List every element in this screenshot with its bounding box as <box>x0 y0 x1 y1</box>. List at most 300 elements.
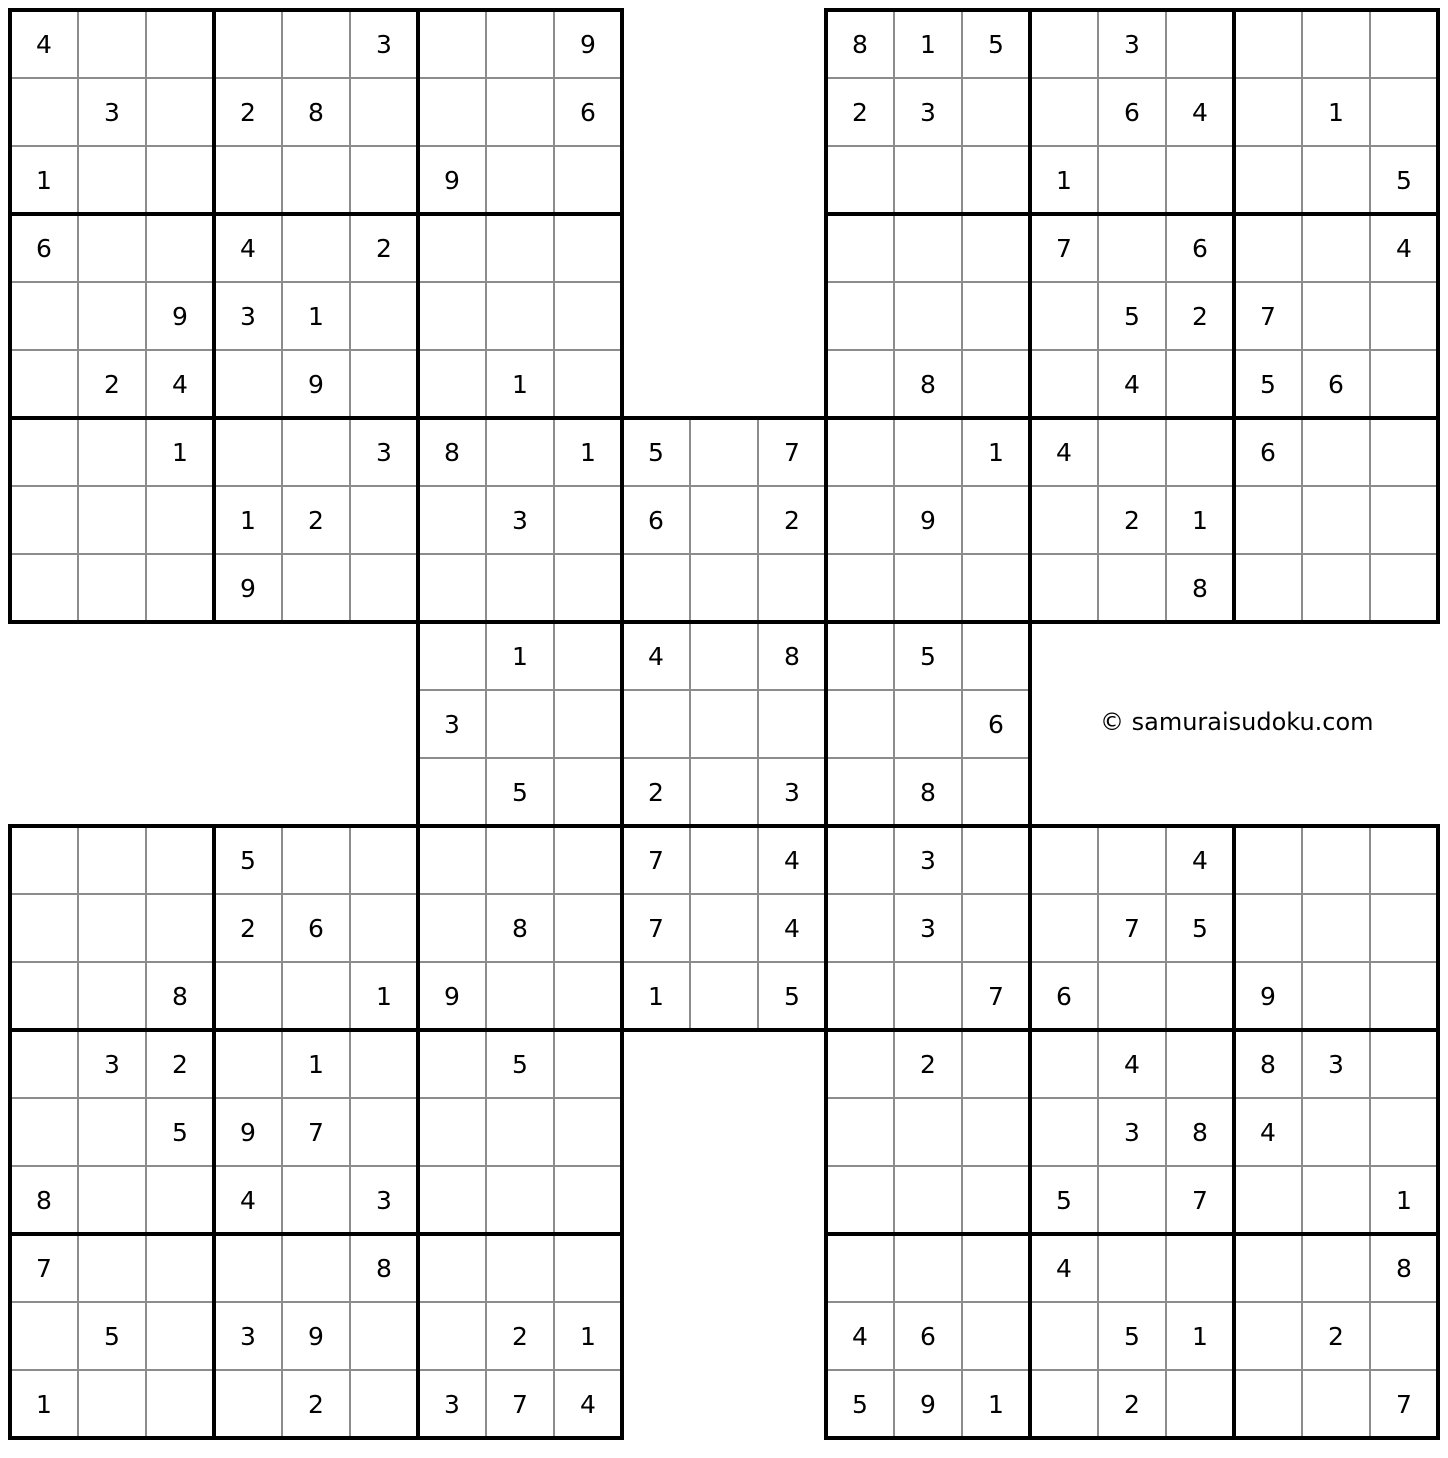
cell-r8-c4[interactable]: 1 <box>214 486 282 554</box>
cell-r9-c16[interactable] <box>1030 554 1098 622</box>
cell-r14-c3[interactable] <box>146 894 214 962</box>
cell-r16-c19[interactable]: 8 <box>1234 1030 1302 1098</box>
cell-r15-c20[interactable] <box>1302 962 1370 1030</box>
cell-r3-c9[interactable] <box>554 146 622 214</box>
cell-r6-c3[interactable]: 4 <box>146 350 214 418</box>
cell-r8-c5[interactable]: 2 <box>282 486 350 554</box>
cell-r3-c16[interactable]: 1 <box>1030 146 1098 214</box>
cell-r14-c5[interactable]: 6 <box>282 894 350 962</box>
cell-r2-c7[interactable] <box>418 78 486 146</box>
cell-r9-c14[interactable] <box>894 554 962 622</box>
cell-r5-c13[interactable] <box>826 282 894 350</box>
cell-r11-c9[interactable] <box>554 690 622 758</box>
cell-r8-c1[interactable] <box>10 486 78 554</box>
cell-r16-c5[interactable]: 1 <box>282 1030 350 1098</box>
cell-r17-c2[interactable] <box>78 1098 146 1166</box>
cell-r10-c7[interactable] <box>418 622 486 690</box>
cell-r8-c14[interactable]: 9 <box>894 486 962 554</box>
cell-r18-c4[interactable]: 4 <box>214 1166 282 1234</box>
cell-r7-c7[interactable]: 8 <box>418 418 486 486</box>
cell-r20-c3[interactable] <box>146 1302 214 1370</box>
cell-r7-c8[interactable] <box>486 418 554 486</box>
cell-r17-c18[interactable]: 8 <box>1166 1098 1234 1166</box>
cell-r7-c11[interactable] <box>690 418 758 486</box>
cell-r8-c7[interactable] <box>418 486 486 554</box>
cell-r20-c2[interactable]: 5 <box>78 1302 146 1370</box>
cell-r5-c2[interactable] <box>78 282 146 350</box>
cell-r16-c2[interactable]: 3 <box>78 1030 146 1098</box>
cell-r18-c1[interactable]: 8 <box>10 1166 78 1234</box>
cell-r7-c19[interactable]: 6 <box>1234 418 1302 486</box>
cell-r20-c13[interactable]: 4 <box>826 1302 894 1370</box>
cell-r6-c7[interactable] <box>418 350 486 418</box>
cell-r9-c3[interactable] <box>146 554 214 622</box>
cell-r10-c9[interactable] <box>554 622 622 690</box>
cell-r1-c20[interactable] <box>1302 10 1370 78</box>
cell-r3-c19[interactable] <box>1234 146 1302 214</box>
cell-r1-c7[interactable] <box>418 10 486 78</box>
cell-r13-c16[interactable] <box>1030 826 1098 894</box>
cell-r7-c9[interactable]: 1 <box>554 418 622 486</box>
cell-r13-c13[interactable] <box>826 826 894 894</box>
cell-r17-c8[interactable] <box>486 1098 554 1166</box>
cell-r16-c1[interactable] <box>10 1030 78 1098</box>
cell-r15-c14[interactable] <box>894 962 962 1030</box>
cell-r6-c6[interactable] <box>350 350 418 418</box>
cell-r18-c16[interactable]: 5 <box>1030 1166 1098 1234</box>
cell-r3-c18[interactable] <box>1166 146 1234 214</box>
cell-r18-c2[interactable] <box>78 1166 146 1234</box>
cell-r15-c2[interactable] <box>78 962 146 1030</box>
cell-r8-c9[interactable] <box>554 486 622 554</box>
cell-r5-c14[interactable] <box>894 282 962 350</box>
cell-r1-c21[interactable] <box>1370 10 1438 78</box>
cell-r19-c3[interactable] <box>146 1234 214 1302</box>
cell-r6-c20[interactable]: 6 <box>1302 350 1370 418</box>
cell-r10-c14[interactable]: 5 <box>894 622 962 690</box>
cell-r7-c20[interactable] <box>1302 418 1370 486</box>
cell-r1-c16[interactable] <box>1030 10 1098 78</box>
cell-r11-c11[interactable] <box>690 690 758 758</box>
cell-r18-c3[interactable] <box>146 1166 214 1234</box>
cell-r5-c21[interactable] <box>1370 282 1438 350</box>
cell-r5-c19[interactable]: 7 <box>1234 282 1302 350</box>
cell-r8-c17[interactable]: 2 <box>1098 486 1166 554</box>
cell-r6-c5[interactable]: 9 <box>282 350 350 418</box>
cell-r9-c9[interactable] <box>554 554 622 622</box>
cell-r6-c19[interactable]: 5 <box>1234 350 1302 418</box>
cell-r3-c8[interactable] <box>486 146 554 214</box>
cell-r15-c13[interactable] <box>826 962 894 1030</box>
cell-r11-c15[interactable]: 6 <box>962 690 1030 758</box>
cell-r9-c11[interactable] <box>690 554 758 622</box>
cell-r2-c2[interactable]: 3 <box>78 78 146 146</box>
cell-r5-c18[interactable]: 2 <box>1166 282 1234 350</box>
cell-r20-c4[interactable]: 3 <box>214 1302 282 1370</box>
cell-r4-c16[interactable]: 7 <box>1030 214 1098 282</box>
cell-r3-c17[interactable] <box>1098 146 1166 214</box>
cell-r18-c5[interactable] <box>282 1166 350 1234</box>
cell-r13-c2[interactable] <box>78 826 146 894</box>
cell-r13-c9[interactable] <box>554 826 622 894</box>
cell-r9-c8[interactable] <box>486 554 554 622</box>
cell-r21-c2[interactable] <box>78 1370 146 1438</box>
cell-r18-c18[interactable]: 7 <box>1166 1166 1234 1234</box>
cell-r21-c18[interactable] <box>1166 1370 1234 1438</box>
cell-r3-c4[interactable] <box>214 146 282 214</box>
cell-r7-c3[interactable]: 1 <box>146 418 214 486</box>
cell-r11-c14[interactable] <box>894 690 962 758</box>
cell-r2-c19[interactable] <box>1234 78 1302 146</box>
cell-r15-c12[interactable]: 5 <box>758 962 826 1030</box>
cell-r19-c13[interactable] <box>826 1234 894 1302</box>
cell-r18-c9[interactable] <box>554 1166 622 1234</box>
cell-r10-c11[interactable] <box>690 622 758 690</box>
cell-r17-c1[interactable] <box>10 1098 78 1166</box>
cell-r1-c19[interactable] <box>1234 10 1302 78</box>
cell-r10-c8[interactable]: 1 <box>486 622 554 690</box>
cell-r21-c4[interactable] <box>214 1370 282 1438</box>
cell-r8-c21[interactable] <box>1370 486 1438 554</box>
cell-r15-c6[interactable]: 1 <box>350 962 418 1030</box>
cell-r11-c10[interactable] <box>622 690 690 758</box>
cell-r4-c18[interactable]: 6 <box>1166 214 1234 282</box>
cell-r15-c21[interactable] <box>1370 962 1438 1030</box>
cell-r20-c17[interactable]: 5 <box>1098 1302 1166 1370</box>
cell-r9-c6[interactable] <box>350 554 418 622</box>
cell-r15-c4[interactable] <box>214 962 282 1030</box>
cell-r12-c7[interactable] <box>418 758 486 826</box>
cell-r12-c13[interactable] <box>826 758 894 826</box>
cell-r18-c21[interactable]: 1 <box>1370 1166 1438 1234</box>
cell-r19-c20[interactable] <box>1302 1234 1370 1302</box>
cell-r16-c13[interactable] <box>826 1030 894 1098</box>
cell-r4-c13[interactable] <box>826 214 894 282</box>
cell-r6-c8[interactable]: 1 <box>486 350 554 418</box>
cell-r5-c6[interactable] <box>350 282 418 350</box>
cell-r3-c13[interactable] <box>826 146 894 214</box>
cell-r13-c6[interactable] <box>350 826 418 894</box>
cell-r7-c12[interactable]: 7 <box>758 418 826 486</box>
cell-r17-c20[interactable] <box>1302 1098 1370 1166</box>
cell-r3-c3[interactable] <box>146 146 214 214</box>
cell-r13-c11[interactable] <box>690 826 758 894</box>
cell-r1-c2[interactable] <box>78 10 146 78</box>
cell-r16-c3[interactable]: 2 <box>146 1030 214 1098</box>
cell-r14-c15[interactable] <box>962 894 1030 962</box>
cell-r17-c21[interactable] <box>1370 1098 1438 1166</box>
cell-r13-c10[interactable]: 7 <box>622 826 690 894</box>
cell-r1-c4[interactable] <box>214 10 282 78</box>
cell-r1-c6[interactable]: 3 <box>350 10 418 78</box>
cell-r19-c7[interactable] <box>418 1234 486 1302</box>
cell-r21-c17[interactable]: 2 <box>1098 1370 1166 1438</box>
cell-r7-c4[interactable] <box>214 418 282 486</box>
cell-r12-c15[interactable] <box>962 758 1030 826</box>
cell-r13-c4[interactable]: 5 <box>214 826 282 894</box>
cell-r16-c4[interactable] <box>214 1030 282 1098</box>
cell-r8-c20[interactable] <box>1302 486 1370 554</box>
cell-r9-c17[interactable] <box>1098 554 1166 622</box>
cell-r18-c19[interactable] <box>1234 1166 1302 1234</box>
cell-r9-c1[interactable] <box>10 554 78 622</box>
cell-r6-c1[interactable] <box>10 350 78 418</box>
cell-r14-c12[interactable]: 4 <box>758 894 826 962</box>
cell-r17-c17[interactable]: 3 <box>1098 1098 1166 1166</box>
cell-r13-c7[interactable] <box>418 826 486 894</box>
cell-r15-c16[interactable]: 6 <box>1030 962 1098 1030</box>
cell-r5-c7[interactable] <box>418 282 486 350</box>
cell-r18-c7[interactable] <box>418 1166 486 1234</box>
cell-r16-c14[interactable]: 2 <box>894 1030 962 1098</box>
cell-r4-c6[interactable]: 2 <box>350 214 418 282</box>
cell-r21-c6[interactable] <box>350 1370 418 1438</box>
cell-r2-c21[interactable] <box>1370 78 1438 146</box>
cell-r21-c7[interactable]: 3 <box>418 1370 486 1438</box>
cell-r1-c9[interactable]: 9 <box>554 10 622 78</box>
cell-r9-c10[interactable] <box>622 554 690 622</box>
cell-r17-c3[interactable]: 5 <box>146 1098 214 1166</box>
cell-r17-c14[interactable] <box>894 1098 962 1166</box>
cell-r13-c1[interactable] <box>10 826 78 894</box>
cell-r5-c1[interactable] <box>10 282 78 350</box>
cell-r2-c15[interactable] <box>962 78 1030 146</box>
cell-r13-c17[interactable] <box>1098 826 1166 894</box>
cell-r2-c16[interactable] <box>1030 78 1098 146</box>
cell-r12-c11[interactable] <box>690 758 758 826</box>
cell-r5-c20[interactable] <box>1302 282 1370 350</box>
cell-r5-c4[interactable]: 3 <box>214 282 282 350</box>
cell-r14-c21[interactable] <box>1370 894 1438 962</box>
cell-r20-c18[interactable]: 1 <box>1166 1302 1234 1370</box>
cell-r14-c10[interactable]: 7 <box>622 894 690 962</box>
cell-r8-c13[interactable] <box>826 486 894 554</box>
cell-r5-c5[interactable]: 1 <box>282 282 350 350</box>
cell-r4-c7[interactable] <box>418 214 486 282</box>
cell-r3-c14[interactable] <box>894 146 962 214</box>
cell-r6-c15[interactable] <box>962 350 1030 418</box>
cell-r9-c5[interactable] <box>282 554 350 622</box>
cell-r2-c5[interactable]: 8 <box>282 78 350 146</box>
cell-r4-c4[interactable]: 4 <box>214 214 282 282</box>
cell-r15-c15[interactable]: 7 <box>962 962 1030 1030</box>
cell-r4-c2[interactable] <box>78 214 146 282</box>
cell-r16-c8[interactable]: 5 <box>486 1030 554 1098</box>
cell-r16-c7[interactable] <box>418 1030 486 1098</box>
cell-r9-c2[interactable] <box>78 554 146 622</box>
cell-r2-c4[interactable]: 2 <box>214 78 282 146</box>
cell-r6-c14[interactable]: 8 <box>894 350 962 418</box>
cell-r8-c6[interactable] <box>350 486 418 554</box>
cell-r17-c13[interactable] <box>826 1098 894 1166</box>
cell-r20-c6[interactable] <box>350 1302 418 1370</box>
cell-r8-c10[interactable]: 6 <box>622 486 690 554</box>
cell-r14-c1[interactable] <box>10 894 78 962</box>
cell-r21-c1[interactable]: 1 <box>10 1370 78 1438</box>
cell-r15-c18[interactable] <box>1166 962 1234 1030</box>
cell-r13-c3[interactable] <box>146 826 214 894</box>
cell-r19-c4[interactable] <box>214 1234 282 1302</box>
cell-r15-c1[interactable] <box>10 962 78 1030</box>
cell-r7-c17[interactable] <box>1098 418 1166 486</box>
cell-r5-c9[interactable] <box>554 282 622 350</box>
cell-r18-c14[interactable] <box>894 1166 962 1234</box>
cell-r6-c13[interactable] <box>826 350 894 418</box>
cell-r19-c6[interactable]: 8 <box>350 1234 418 1302</box>
cell-r21-c8[interactable]: 7 <box>486 1370 554 1438</box>
cell-r20-c9[interactable]: 1 <box>554 1302 622 1370</box>
cell-r10-c13[interactable] <box>826 622 894 690</box>
cell-r13-c14[interactable]: 3 <box>894 826 962 894</box>
cell-r2-c14[interactable]: 3 <box>894 78 962 146</box>
cell-r7-c1[interactable] <box>10 418 78 486</box>
cell-r17-c9[interactable] <box>554 1098 622 1166</box>
cell-r21-c3[interactable] <box>146 1370 214 1438</box>
cell-r14-c17[interactable]: 7 <box>1098 894 1166 962</box>
cell-r9-c13[interactable] <box>826 554 894 622</box>
cell-r20-c5[interactable]: 9 <box>282 1302 350 1370</box>
cell-r13-c8[interactable] <box>486 826 554 894</box>
cell-r12-c14[interactable]: 8 <box>894 758 962 826</box>
cell-r19-c16[interactable]: 4 <box>1030 1234 1098 1302</box>
cell-r21-c9[interactable]: 4 <box>554 1370 622 1438</box>
cell-r10-c12[interactable]: 8 <box>758 622 826 690</box>
cell-r9-c19[interactable] <box>1234 554 1302 622</box>
cell-r21-c16[interactable] <box>1030 1370 1098 1438</box>
cell-r13-c20[interactable] <box>1302 826 1370 894</box>
cell-r8-c12[interactable]: 2 <box>758 486 826 554</box>
cell-r15-c9[interactable] <box>554 962 622 1030</box>
cell-r11-c12[interactable] <box>758 690 826 758</box>
cell-r13-c12[interactable]: 4 <box>758 826 826 894</box>
cell-r13-c5[interactable] <box>282 826 350 894</box>
cell-r1-c17[interactable]: 3 <box>1098 10 1166 78</box>
cell-r21-c21[interactable]: 7 <box>1370 1370 1438 1438</box>
cell-r4-c15[interactable] <box>962 214 1030 282</box>
cell-r8-c16[interactable] <box>1030 486 1098 554</box>
cell-r12-c10[interactable]: 2 <box>622 758 690 826</box>
cell-r3-c6[interactable] <box>350 146 418 214</box>
cell-r19-c9[interactable] <box>554 1234 622 1302</box>
cell-r4-c1[interactable]: 6 <box>10 214 78 282</box>
cell-r7-c6[interactable]: 3 <box>350 418 418 486</box>
cell-r2-c20[interactable]: 1 <box>1302 78 1370 146</box>
cell-r20-c7[interactable] <box>418 1302 486 1370</box>
cell-r16-c18[interactable] <box>1166 1030 1234 1098</box>
cell-r6-c17[interactable]: 4 <box>1098 350 1166 418</box>
cell-r13-c15[interactable] <box>962 826 1030 894</box>
cell-r8-c2[interactable] <box>78 486 146 554</box>
cell-r12-c12[interactable]: 3 <box>758 758 826 826</box>
cell-r7-c13[interactable] <box>826 418 894 486</box>
cell-r9-c21[interactable] <box>1370 554 1438 622</box>
cell-r7-c10[interactable]: 5 <box>622 418 690 486</box>
cell-r3-c15[interactable] <box>962 146 1030 214</box>
cell-r2-c6[interactable] <box>350 78 418 146</box>
cell-r5-c3[interactable]: 9 <box>146 282 214 350</box>
cell-r11-c13[interactable] <box>826 690 894 758</box>
cell-r2-c17[interactable]: 6 <box>1098 78 1166 146</box>
cell-r14-c8[interactable]: 8 <box>486 894 554 962</box>
cell-r8-c8[interactable]: 3 <box>486 486 554 554</box>
cell-r17-c6[interactable] <box>350 1098 418 1166</box>
cell-r3-c21[interactable]: 5 <box>1370 146 1438 214</box>
cell-r14-c9[interactable] <box>554 894 622 962</box>
cell-r7-c18[interactable] <box>1166 418 1234 486</box>
cell-r17-c19[interactable]: 4 <box>1234 1098 1302 1166</box>
cell-r5-c15[interactable] <box>962 282 1030 350</box>
cell-r13-c21[interactable] <box>1370 826 1438 894</box>
cell-r17-c15[interactable] <box>962 1098 1030 1166</box>
cell-r8-c3[interactable] <box>146 486 214 554</box>
cell-r19-c15[interactable] <box>962 1234 1030 1302</box>
cell-r3-c2[interactable] <box>78 146 146 214</box>
cell-r20-c21[interactable] <box>1370 1302 1438 1370</box>
cell-r9-c20[interactable] <box>1302 554 1370 622</box>
cell-r2-c1[interactable] <box>10 78 78 146</box>
cell-r17-c4[interactable]: 9 <box>214 1098 282 1166</box>
cell-r14-c19[interactable] <box>1234 894 1302 962</box>
cell-r2-c3[interactable] <box>146 78 214 146</box>
cell-r14-c16[interactable] <box>1030 894 1098 962</box>
cell-r1-c8[interactable] <box>486 10 554 78</box>
cell-r16-c6[interactable] <box>350 1030 418 1098</box>
cell-r19-c18[interactable] <box>1166 1234 1234 1302</box>
cell-r7-c2[interactable] <box>78 418 146 486</box>
cell-r4-c14[interactable] <box>894 214 962 282</box>
cell-r3-c20[interactable] <box>1302 146 1370 214</box>
cell-r14-c7[interactable] <box>418 894 486 962</box>
cell-r3-c5[interactable] <box>282 146 350 214</box>
cell-r14-c18[interactable]: 5 <box>1166 894 1234 962</box>
cell-r6-c16[interactable] <box>1030 350 1098 418</box>
cell-r20-c19[interactable] <box>1234 1302 1302 1370</box>
cell-r6-c21[interactable] <box>1370 350 1438 418</box>
cell-r20-c20[interactable]: 2 <box>1302 1302 1370 1370</box>
cell-r16-c15[interactable] <box>962 1030 1030 1098</box>
cell-r18-c20[interactable] <box>1302 1166 1370 1234</box>
cell-r7-c15[interactable]: 1 <box>962 418 1030 486</box>
cell-r13-c18[interactable]: 4 <box>1166 826 1234 894</box>
cell-r19-c5[interactable] <box>282 1234 350 1302</box>
cell-r20-c1[interactable] <box>10 1302 78 1370</box>
cell-r14-c11[interactable] <box>690 894 758 962</box>
cell-r8-c11[interactable] <box>690 486 758 554</box>
cell-r7-c21[interactable] <box>1370 418 1438 486</box>
cell-r1-c3[interactable] <box>146 10 214 78</box>
cell-r16-c17[interactable]: 4 <box>1098 1030 1166 1098</box>
cell-r18-c8[interactable] <box>486 1166 554 1234</box>
cell-r9-c18[interactable]: 8 <box>1166 554 1234 622</box>
cell-r21-c13[interactable]: 5 <box>826 1370 894 1438</box>
cell-r21-c15[interactable]: 1 <box>962 1370 1030 1438</box>
cell-r2-c9[interactable]: 6 <box>554 78 622 146</box>
cell-r4-c21[interactable]: 4 <box>1370 214 1438 282</box>
cell-r1-c18[interactable] <box>1166 10 1234 78</box>
cell-r4-c17[interactable] <box>1098 214 1166 282</box>
cell-r6-c4[interactable] <box>214 350 282 418</box>
cell-r17-c16[interactable] <box>1030 1098 1098 1166</box>
cell-r16-c20[interactable]: 3 <box>1302 1030 1370 1098</box>
cell-r18-c15[interactable] <box>962 1166 1030 1234</box>
cell-r9-c12[interactable] <box>758 554 826 622</box>
cell-r14-c14[interactable]: 3 <box>894 894 962 962</box>
cell-r9-c15[interactable] <box>962 554 1030 622</box>
cell-r15-c10[interactable]: 1 <box>622 962 690 1030</box>
cell-r7-c16[interactable]: 4 <box>1030 418 1098 486</box>
cell-r1-c1[interactable]: 4 <box>10 10 78 78</box>
cell-r18-c17[interactable] <box>1098 1166 1166 1234</box>
